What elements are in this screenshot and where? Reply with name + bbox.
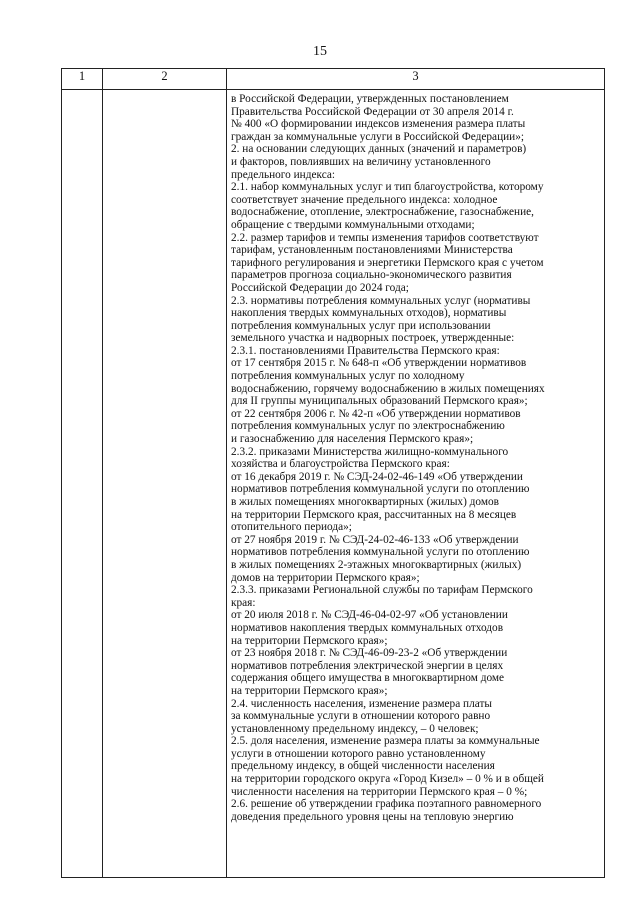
- text-line: нормативов потребления коммунальной услуги по отоплению: [231, 546, 530, 559]
- body-col-3: [227, 90, 605, 878]
- text-line: водоснабжению, горячему водоснабжению в жилых помещениях: [231, 382, 545, 395]
- header-col-1: 1: [62, 69, 103, 90]
- text-line: Правительства Российской Федерации от 30 апреля 2014 г.: [231, 105, 514, 118]
- text-line: доведения предельного уровня цены на тепловую энергию: [231, 810, 514, 823]
- page-number: 15: [313, 44, 327, 59]
- text-line: от 22 сентября 2006 г. № 42-п «Об утверждении нормативов: [231, 407, 521, 420]
- text-line: за коммунальные услуги в отношении которого равно: [231, 710, 491, 723]
- text-line: от 16 декабря 2019 г. № СЭД-24-02-46-149 «Об утверждении: [231, 470, 523, 483]
- text-line: 2.6. решение об утверждении графика поэтапного равномерного: [231, 798, 542, 811]
- header-col-3: 3: [227, 69, 605, 90]
- text-line: в Российской Федерации, утвержденных постановлением: [231, 93, 509, 105]
- text-line: 2.2. размер тарифов и темпы изменения тарифов соответствуют: [231, 231, 539, 244]
- text-line: 2.3.3. приказами Региональной службы по тарифам Пермского: [231, 584, 533, 597]
- text-line: на территории Пермского края, рассчитанных на 8 месяцев: [231, 508, 517, 521]
- text-line: потребления коммунальных услуг по холодному: [231, 370, 465, 383]
- text-line: от 27 ноября 2019 г. № СЭД-24-02-46-133 «Об утверждении: [231, 533, 519, 546]
- text-line: нормативов накопления твердых коммунальных отходов: [231, 621, 504, 634]
- text-line: 2.3. нормативы потребления коммунальных услуг (нормативы: [231, 294, 531, 307]
- text-line: тарифного регулирования и энергетики Пермского края с учетом: [231, 256, 544, 269]
- text-line: параметров прогноза социально-экономического развития: [231, 269, 512, 282]
- table-body-row: [62, 90, 605, 878]
- text-line: предельному индексу, в общей численности населения: [231, 760, 495, 773]
- body-col-1: [62, 90, 103, 878]
- text-line: соответствует значение предельного индекса: холодное: [231, 193, 498, 206]
- text-line: услуги в отношении которого равно установленному: [231, 747, 486, 760]
- text-line: 2.4. численность населения, изменение размера платы: [231, 697, 492, 710]
- text-line: 2.1. набор коммунальных услуг и тип благоустройства, которому: [231, 181, 544, 194]
- text-line: земельного участка и надворных построек, утвержденные:: [231, 332, 515, 345]
- text-line: в жилых помещениях многоквартирных (жилых) домов: [231, 496, 499, 508]
- text-line: № 400 «О формировании индексов изменения размера платы: [231, 118, 526, 131]
- document-table: [61, 68, 605, 878]
- text-line: и газоснабжению для населения Пермского края»;: [231, 433, 474, 446]
- text-line: от 23 ноября 2018 г. № СЭД-46-09-23-2 «Об утверждении: [231, 647, 508, 660]
- text-line: нормативов потребления коммунальной услуги по отоплению: [231, 483, 530, 496]
- text-line: обращение с твердыми коммунальными отходами;: [231, 218, 475, 231]
- body-col-2: [103, 90, 227, 878]
- text-line: и факторов, повлиявших на величину установленного: [231, 155, 491, 168]
- header-col-2: 2: [103, 69, 227, 90]
- text-line: края:: [231, 596, 256, 609]
- text-line: потребления коммунальных услуг при использовании: [231, 319, 491, 332]
- text-line: тарифам, установленным постановлениями Министерства: [231, 244, 513, 257]
- text-line: содержания общего имущества в многоквартирном доме: [231, 672, 505, 685]
- text-line: 2.5. доля населения, изменение размера платы за коммунальные: [231, 735, 540, 748]
- text-line: предельного индекса:: [231, 168, 335, 181]
- text-line: домов на территории Пермского края»;: [231, 571, 420, 584]
- text-line: в жилых помещениях 2-этажных многоквартирных (жилых): [231, 558, 522, 571]
- text-line: численности населения на территории Пермского края – 0 %;: [231, 785, 528, 798]
- text-line: 2. на основании следующих данных (значений и параметров): [231, 143, 527, 156]
- text-line: на территории городского округа «Город Кизел» – 0 % и в общей: [231, 773, 544, 786]
- text-line: 2.3.1. постановлениями Правительства Пермского края:: [231, 344, 500, 357]
- text-line: граждан за коммунальные услуги в Российской Федерации»;: [231, 130, 524, 143]
- text-line: от 20 июля 2018 г. № СЭД-46-04-02-97 «Об установлении: [231, 609, 508, 622]
- text-line: хозяйства и благоустройства Пермского края:: [231, 458, 450, 471]
- text-line: от 17 сентября 2015 г. № 648-п «Об утверждении нормативов: [231, 357, 527, 370]
- text-line: водоснабжение, отопление, электроснабжение, газоснабжение,: [231, 206, 534, 219]
- text-line: нормативов потребления электрической энергии в целях: [231, 659, 504, 672]
- text-line: на территории Пермского края»;: [231, 684, 388, 697]
- text-line: 2.3.2. приказами Министерства жилищно-коммунального: [231, 445, 509, 458]
- text-line: для II группы муниципальных образований Пермского края»;: [231, 395, 528, 408]
- text-line: накопления твердых коммунальных отходов), нормативы: [231, 307, 507, 320]
- text-line: установленному предельному индексу, – 0 человек;: [231, 722, 479, 735]
- text-line: на территории Пермского края»;: [231, 634, 388, 647]
- body-text: [227, 90, 604, 823]
- table-header-row: [62, 69, 605, 90]
- text-line: Российской Федерации до 2024 года;: [231, 281, 409, 294]
- text-line: отопительного периода»;: [231, 521, 352, 534]
- text-line: потребления коммунальных услуг по электроснабжению: [231, 420, 505, 433]
